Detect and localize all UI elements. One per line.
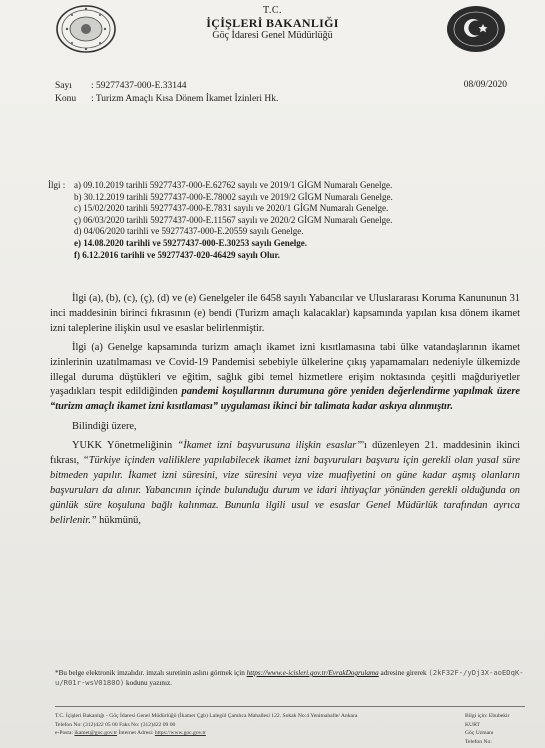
- paragraph-3: Bilindiği üzere,: [72, 421, 137, 433]
- reference-item: İlgi : a) 09.10.2019 tarihli 59277437-000-E.62762 sayılı ve 2019/1 GİGM Numaralı Genelge.: [48, 180, 393, 190]
- document-meta: [55, 80, 278, 106]
- konu-row: [55, 93, 278, 106]
- reference-item: c) 15/02/2020 tarihli 59277437-000-E.7831 sayılı ve 2020/1 GİGM Numaralı Genelge.: [74, 203, 389, 214]
- konu-value: : Turizm Amaçlı Kısa Dönem İkamet İzinleri Hk.: [91, 94, 279, 104]
- document-date: 08/09/2020: [463, 80, 507, 90]
- verification-link[interactable]: https://www.e-icisleri.gov.tr/EvrakDogrulama: [246, 669, 379, 677]
- footer-phone: Telefon No: (312)422 05 00 Faks No: (312)422 09 00: [55, 721, 176, 728]
- paragraph-1: İlgi (a), (b), (c), (ç), (d) ve (e) Genelgeler ile 6458 sayılı Yabancılar ve Uluslararası Koruma Kanununun 31 inci maddesinin birinci fıkrasının (e) bendi (Turizm amaçlı kalacaklar) kapsamında yapılan kısa dönem ikamet izni taleplerine ilişkin usul ve esaslar belirlenmiştir.: [50, 293, 520, 334]
- sayi-row: [55, 80, 278, 93]
- footer-divider: [55, 706, 525, 707]
- footer-contact-person: Bilgi için: Ebubekir KURT Göç Uzmanı Telefon No:: [465, 713, 510, 745]
- references-label: İlgi :: [48, 180, 66, 190]
- sayi-value: : 59277437-000-E.33144: [91, 81, 187, 91]
- footer-contact: e-Posta: ikamet@goc.gov.tr İnternet Adresi: https://www.goc.gov.tr: [55, 730, 206, 737]
- letterhead: [150, 5, 395, 42]
- footer-email-link[interactable]: ikamet@goc.gov.tr: [74, 730, 118, 737]
- document-footer: [55, 712, 525, 745]
- verification-code: (2kF32F-/yDj3X-aoEDqK-u/R01r-wsV0180O): [55, 668, 524, 687]
- konu-label: Konu: [55, 94, 77, 104]
- reference-item: ç) 06/03/2020 tarihli 59277437-000-E.11567 sayılı ve 2020/2 GİGM Numaralı Genelge.: [74, 214, 393, 225]
- reference-item: d) 04/06/2020 tarihli ve 59277437-000-E.20559 sayılı Genelge.: [74, 226, 304, 237]
- footer-address: T.C. İçişleri Bakanlığı - Göç İdaresi Genel Müdürlüğü (İkamet Çgb) Lalegül Çamlıca Mahallesi 122. Sokak No:4 Yenimahalle/ Ankara: [55, 713, 358, 719]
- paragraph-2: İlgi (a) Genelge kapsamında turizm amaçlı ikamet izni kısıtlamasına tabi ülke vatandaşlarının ikamet izinlerinin uzatılmaması ve Covid-19 Pandemisi sebebiyle ülkelerine çıkış yapamamaları nedeniyle ülkemizde illegal duruma düştükleri ve eğitim, sağlık gibi temel hizmetlere erişim noktasında çeşitli mağduriyetler yaşadıkları tespit edildiğinden pandemi koşullarının durumuna göre yeniden değerlendirme yapılmak üzere “turizm amaçlı ikamet izni kısıtlaması” uygulaması ikinci bir talimata kadar askıya alınmıştır.: [50, 341, 520, 413]
- letterhead-ministry: İÇİŞLERİ BAKANLIĞI: [206, 15, 339, 30]
- references-list: [48, 180, 393, 261]
- reference-item: f) 6.12.2016 tarihli ve 59277437-020-46429 sayılı Olur.: [74, 249, 280, 260]
- letter-body: [50, 292, 520, 529]
- reference-item: e) 14.08.2020 tarihli ve 59277437-000-E.30253 sayılı Genelge.: [74, 237, 307, 248]
- migration-directorate-logo: [445, 4, 507, 54]
- letterhead-tc: T.C.: [262, 5, 283, 16]
- reference-item: b) 30.12.2019 tarihli 59277437-000-E.78002 sayılı ve 2019/2 GİGM Numaralı Genelge.: [74, 191, 393, 202]
- footer-web-link[interactable]: https://www.goc.gov.tr: [154, 730, 206, 737]
- e-signature-note: *Bu belge elektronik imzalıdır. imzalı suretinin aslını görmek için https://www.e-icisleri.gov.tr/EvrakDogrulama adresine girerek (2kF32F-/yDj3X-aoEDqK-u/R01r-wsV0180O) kodunu yazınız.: [55, 668, 524, 687]
- sayi-label: Sayı: [55, 81, 72, 91]
- letterhead-directorate: Göç İdaresi Genel Müdürlüğü: [212, 30, 333, 42]
- paragraph-4: YUKK Yönetmeliğinin “İkamet izni başvurusuna ilişkin esaslar”'ı düzenleyen 21. maddesinin ikinci fıkrası, “Türkiye içinden valiliklere yapılabilecek ikamet izni başvuruları başvuru için gerekli olan yasal süre bitmeden yapılır. İkamet izni süresini, vize süresini veya vize muafiyetini on güne kadar aşmış olanların başvuruları da alınır. Yabancının içinde bulunduğu durum ve idari ihtiyaçlar yönünden gerekli olduğunda on günlük süre koşuluna bağlı kalınmaz. Bununla ilgili usul ve esaslar Genel Müdürlük tarafından ayrıca belirlenir.” hükmünü,: [50, 440, 520, 526]
- ministry-seal-logo: [55, 4, 117, 54]
